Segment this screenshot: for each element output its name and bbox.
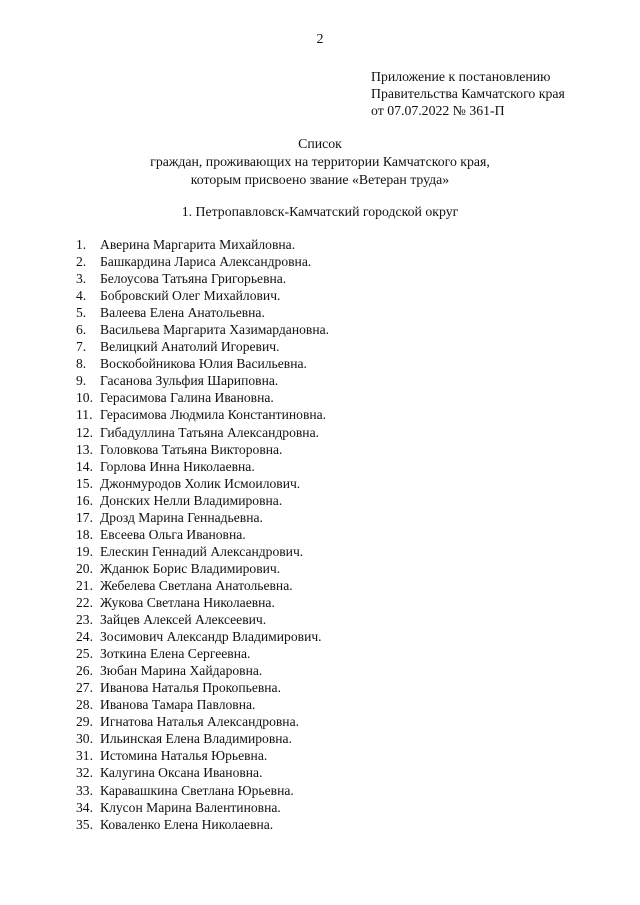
list-item-number: 16. [76, 492, 93, 508]
list-item [76, 747, 329, 764]
list-item-number: 12. [76, 424, 93, 440]
list-item-name: Дрозд Марина Геннадьевна. [100, 509, 263, 525]
list-item-name: Донских Нелли Владимировна. [100, 492, 283, 508]
list-item-number: 8. [76, 356, 87, 372]
veteran-list [76, 236, 329, 833]
list-item-number: 6. [76, 322, 87, 338]
list-item-name: Джонмуродов Холик Исмоилович. [100, 475, 301, 491]
list-item [76, 270, 329, 287]
title-line-1: Список [298, 136, 342, 151]
list-item-name: Головкова Татьяна Викторовна. [100, 441, 283, 457]
list-item [76, 628, 329, 645]
list-item-number: 4. [76, 288, 87, 304]
list-item-name: Герасимова Галина Ивановна. [100, 390, 274, 406]
list-item-name: Жукова Светлана Николаевна. [100, 594, 275, 610]
list-item [76, 764, 329, 781]
list-item-number: 11. [76, 407, 93, 423]
list-item-number: 35. [76, 816, 93, 832]
list-item [76, 441, 329, 458]
title-line-3: которым присвоено звание «Ветеран труда» [190, 172, 450, 187]
list-item [76, 816, 329, 833]
list-item-name: Герасимова Людмила Константиновна. [100, 407, 327, 423]
list-item-name: Зоткина Елена Сергеевна. [100, 646, 251, 662]
section-heading: 1. Петропавловск-Камчатский городской округ [181, 204, 459, 219]
list-item-name: Жебелева Светлана Анатольевна. [100, 577, 293, 593]
list-item-number: 10. [76, 390, 93, 406]
list-item-name: Аверина Маргарита Михайловна. [100, 237, 296, 252]
list-item-number: 5. [76, 305, 87, 321]
list-item-number: 22. [76, 594, 93, 610]
list-item-number: 31. [76, 748, 93, 764]
list-item [76, 594, 329, 611]
appendix-reference [371, 68, 565, 119]
list-item [76, 560, 329, 577]
list-item [76, 355, 329, 372]
list-item [76, 679, 329, 696]
list-item-number: 14. [76, 458, 93, 474]
list-item [76, 543, 329, 560]
list-item [76, 406, 329, 423]
document-title [0, 135, 640, 189]
list-item-number: 26. [76, 663, 93, 679]
list-item [76, 287, 329, 304]
list-item-name: Воскобойникова Юлия Васильевна. [100, 356, 307, 372]
list-item-name: Велицкий Анатолий Игоревич. [100, 339, 280, 355]
list-item-name: Жданюк Борис Владимирович. [100, 560, 281, 576]
list-item [76, 304, 329, 321]
list-item-number: 21. [76, 577, 93, 593]
list-item [76, 253, 329, 270]
list-item-number: 33. [76, 782, 93, 798]
list-item-name: Башкардина Лариса Александровна. [100, 254, 312, 270]
list-item [76, 645, 329, 662]
list-item [76, 338, 329, 355]
list-item-name: Гибадуллина Татьяна Александровна. [100, 424, 320, 440]
list-item [76, 321, 329, 338]
list-item [76, 526, 329, 543]
page-number: 2 [316, 32, 324, 47]
list-item-name: Игнатова Наталья Александровна. [100, 714, 300, 730]
list-item-number: 32. [76, 765, 93, 781]
list-item-number: 20. [76, 560, 93, 576]
list-item [76, 782, 329, 799]
list-item [76, 389, 329, 406]
title-line-2: граждан, проживающих на территории Камчатского края, [150, 154, 490, 169]
list-item-name: Гасанова Зульфия Шариповна. [100, 373, 279, 389]
list-item [76, 696, 329, 713]
list-item-name: Иванова Тамара Павловна. [100, 697, 256, 713]
list-item-number: 13. [76, 441, 93, 457]
list-item-name: Горлова Инна Николаевна. [100, 458, 255, 474]
list-item-name: Зосимович Александр Владимирович. [100, 629, 322, 645]
list-item-name: Иванова Наталья Прокопьевна. [100, 680, 281, 696]
list-item-number: 27. [76, 680, 93, 696]
list-item [76, 424, 329, 441]
list-item-number: 1. [76, 237, 87, 252]
list-item [76, 458, 329, 475]
list-item [76, 236, 329, 253]
list-item-name: Зюбан Марина Хайдаровна. [100, 663, 263, 679]
list-item-name: Калугина Оксана Ивановна. [100, 765, 263, 781]
list-item-name: Клусон Марина Валентиновна. [100, 799, 281, 815]
list-item-number: 2. [76, 254, 87, 270]
list-item-name: Валеева Елена Анатольевна. [100, 305, 265, 321]
appendix-line-1: Приложение к постановлению [371, 69, 551, 84]
list-item-number: 7. [76, 339, 87, 355]
list-item-name: Елескин Геннадий Александрович. [100, 543, 304, 559]
list-item-number: 9. [76, 373, 87, 389]
list-item [76, 509, 329, 526]
list-item [76, 475, 329, 492]
list-item [76, 662, 329, 679]
list-item-number: 23. [76, 612, 93, 628]
list-item-name: Истомина Наталья Юрьевна. [100, 748, 268, 764]
list-item [76, 372, 329, 389]
list-item [76, 713, 329, 730]
list-item-number: 18. [76, 526, 93, 542]
list-item-number: 29. [76, 714, 93, 730]
list-item-name: Зайцев Алексей Алексеевич. [100, 612, 267, 628]
list-item-name: Белоусова Татьяна Григорьевна. [100, 271, 287, 287]
list-item-number: 17. [76, 509, 93, 525]
list-item-name: Васильева Маргарита Хазимардановна. [100, 322, 330, 338]
list-item-name: Евсеева Ольга Ивановна. [100, 526, 246, 542]
list-item-number: 34. [76, 799, 93, 815]
list-item-number: 3. [76, 271, 87, 287]
list-item-name: Ильинская Елена Владимировна. [100, 731, 292, 747]
list-item [76, 730, 329, 747]
list-item [76, 611, 329, 628]
list-item-number: 28. [76, 697, 93, 713]
appendix-line-2: Правительства Камчатского края [371, 86, 565, 101]
list-item [76, 577, 329, 594]
list-item [76, 799, 329, 816]
appendix-line-3: от 07.07.2022 № 361-П [371, 103, 505, 118]
list-item-number: 24. [76, 629, 93, 645]
list-item-name: Бобровский Олег Михайлович. [100, 288, 281, 304]
list-item-number: 30. [76, 731, 93, 747]
list-item-number: 15. [76, 475, 93, 491]
list-item-name: Коваленко Елена Николаевна. [100, 816, 274, 832]
list-item-name: Каравашкина Светлана Юрьевна. [100, 782, 294, 798]
list-item-number: 25. [76, 646, 93, 662]
list-item-number: 19. [76, 543, 93, 559]
list-item [76, 492, 329, 509]
